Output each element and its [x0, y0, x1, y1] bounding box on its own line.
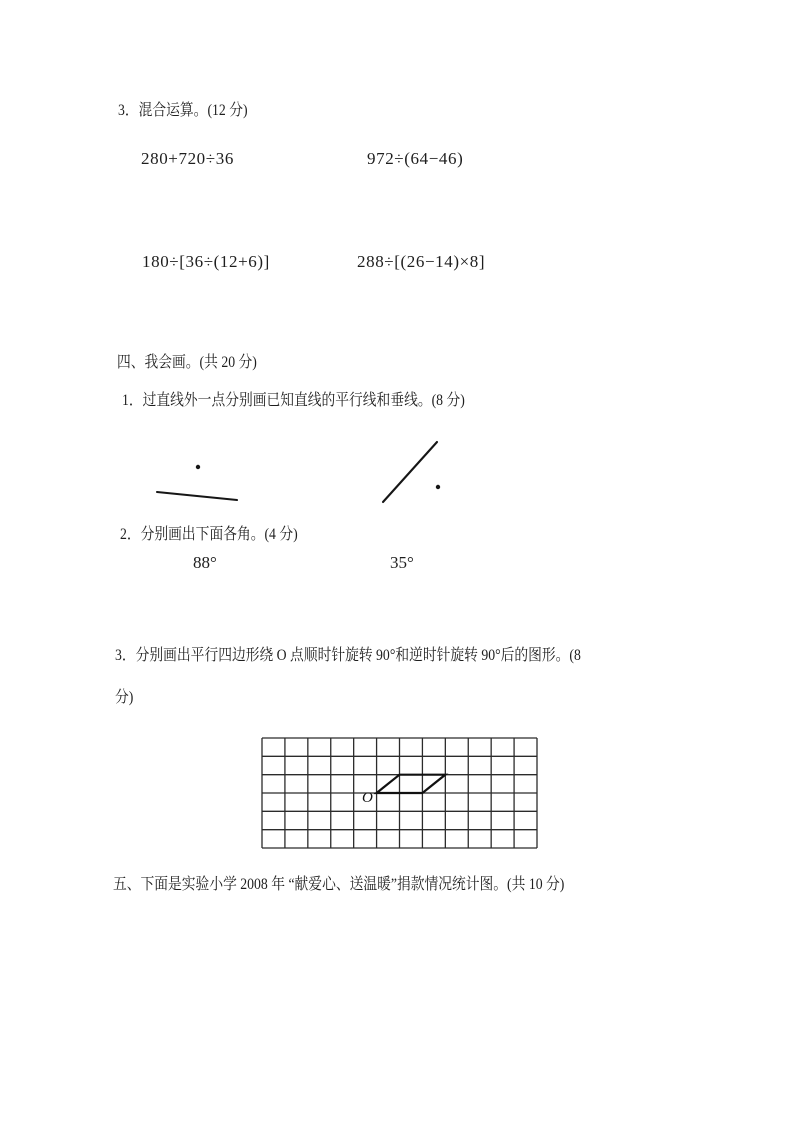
rotation-origin-label: O [362, 790, 373, 806]
angle-label-35: 35° [390, 553, 414, 572]
section-four-q1-text: 1．过直线外一点分别画已知直线的平行线和垂线。(8 分) [122, 392, 465, 409]
section-four-heading: 四、我会画。(共 20 分) [117, 354, 257, 371]
expression-3: 180÷[36÷(12+6)] [142, 252, 270, 271]
point-marker-right [436, 485, 440, 489]
expression-1: 280+720÷36 [141, 149, 234, 168]
given-line-left [157, 492, 237, 500]
parallelogram-shape [377, 775, 446, 793]
given-line-right [383, 442, 437, 502]
mixed-operations-heading: 3．混合运算。(12 分) [118, 102, 248, 119]
section-four-q2-text: 2．分别画出下面各角。(4 分) [120, 526, 298, 543]
section-four-q3-text-line2: 分) [115, 689, 134, 706]
angle-label-88: 88° [193, 553, 217, 572]
rotation-grid [261, 737, 539, 850]
expression-4: 288÷[(26−14)×8] [357, 252, 486, 271]
point-marker-left [196, 465, 200, 469]
expression-2: 972÷(64−46) [367, 149, 464, 168]
parallel-perpendicular-drawing [140, 428, 460, 520]
section-four-q3-text-line1: 3．分别画出平行四边形绕 O 点顺时针旋转 90°和逆时针旋转 90°后的图形。(8 [115, 647, 581, 664]
section-five-heading: 五、下面是实验小学 2008 年 “献爱心、送温暖”捐款情况统计图。(共 10 分) [113, 876, 565, 893]
